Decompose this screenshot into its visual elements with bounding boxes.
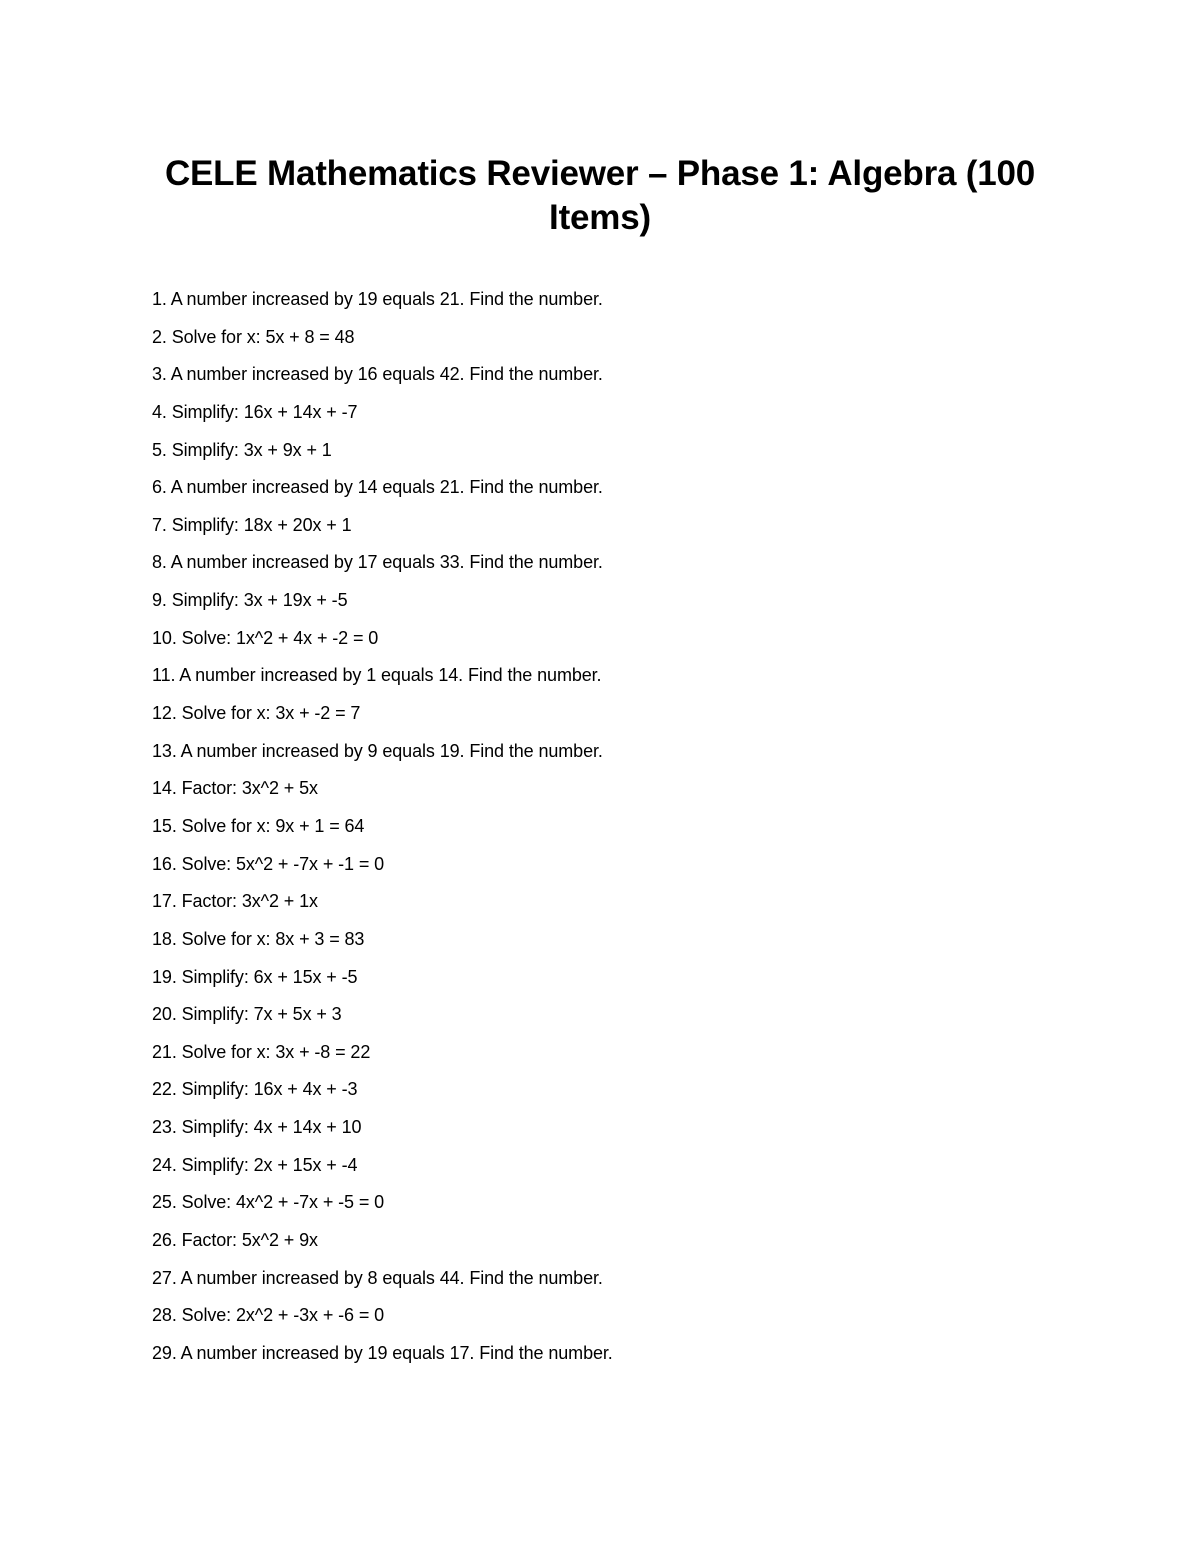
question-item: 6. A number increased by 14 equals 21. Find the number. bbox=[152, 477, 603, 498]
question-item: 9. Simplify: 3x + 19x + -5 bbox=[152, 590, 348, 611]
question-item: 10. Solve: 1x^2 + 4x + -2 = 0 bbox=[152, 627, 379, 648]
question-item: 14. Factor: 3x^2 + 5x bbox=[152, 778, 318, 799]
question-item: 24. Simplify: 2x + 15x + -4 bbox=[152, 1154, 358, 1175]
question-item: 4. Simplify: 16x + 14x + -7 bbox=[152, 401, 358, 422]
question-item: 21. Solve for x: 3x + -8 = 22 bbox=[152, 1041, 371, 1062]
question-item: 26. Factor: 5x^2 + 9x bbox=[152, 1230, 318, 1251]
question-item: 13. A number increased by 9 equals 19. Find the number. bbox=[152, 740, 603, 761]
question-item: 25. Solve: 4x^2 + -7x + -5 = 0 bbox=[152, 1192, 385, 1213]
question-item: 1. A number increased by 19 equals 21. Find the number. bbox=[152, 289, 603, 309]
question-item: 16. Solve: 5x^2 + -7x + -1 = 0 bbox=[152, 853, 385, 874]
question-item: 8. A number increased by 17 equals 33. Find the number. bbox=[152, 552, 603, 573]
question-item: 5. Simplify: 3x + 9x + 1 bbox=[152, 439, 332, 460]
question-item: 20. Simplify: 7x + 5x + 3 bbox=[152, 1004, 342, 1025]
question-item: 27. A number increased by 8 equals 44. Find the number. bbox=[152, 1267, 603, 1288]
question-item: 17. Factor: 3x^2 + 1x bbox=[152, 891, 318, 912]
question-item: 3. A number increased by 16 equals 42. Find the number. bbox=[152, 364, 603, 385]
question-item: 18. Solve for x: 8x + 3 = 83 bbox=[152, 928, 365, 949]
question-list bbox=[152, 286, 613, 1378]
question-item: 29. A number increased by 19 equals 17. Find the number. bbox=[152, 1342, 613, 1363]
question-item: 23. Simplify: 4x + 14x + 10 bbox=[152, 1117, 362, 1138]
question-item: 22. Simplify: 16x + 4x + -3 bbox=[152, 1079, 358, 1100]
question-item: 7. Simplify: 18x + 20x + 1 bbox=[152, 514, 352, 535]
question-item: 28. Solve: 2x^2 + -3x + -6 = 0 bbox=[152, 1305, 385, 1326]
question-item: 15. Solve for x: 9x + 1 = 64 bbox=[152, 815, 365, 836]
question-item: 11. A number increased by 1 equals 14. Find the number. bbox=[152, 665, 602, 686]
question-item: 2. Solve for x: 5x + 8 = 48 bbox=[152, 326, 355, 347]
document-title: CELE Mathematics Reviewer – Phase 1: Algebra (100 Items) bbox=[164, 154, 1036, 237]
question-item: 12. Solve for x: 3x + -2 = 7 bbox=[152, 703, 361, 724]
question-item: 19. Simplify: 6x + 15x + -5 bbox=[152, 966, 358, 987]
